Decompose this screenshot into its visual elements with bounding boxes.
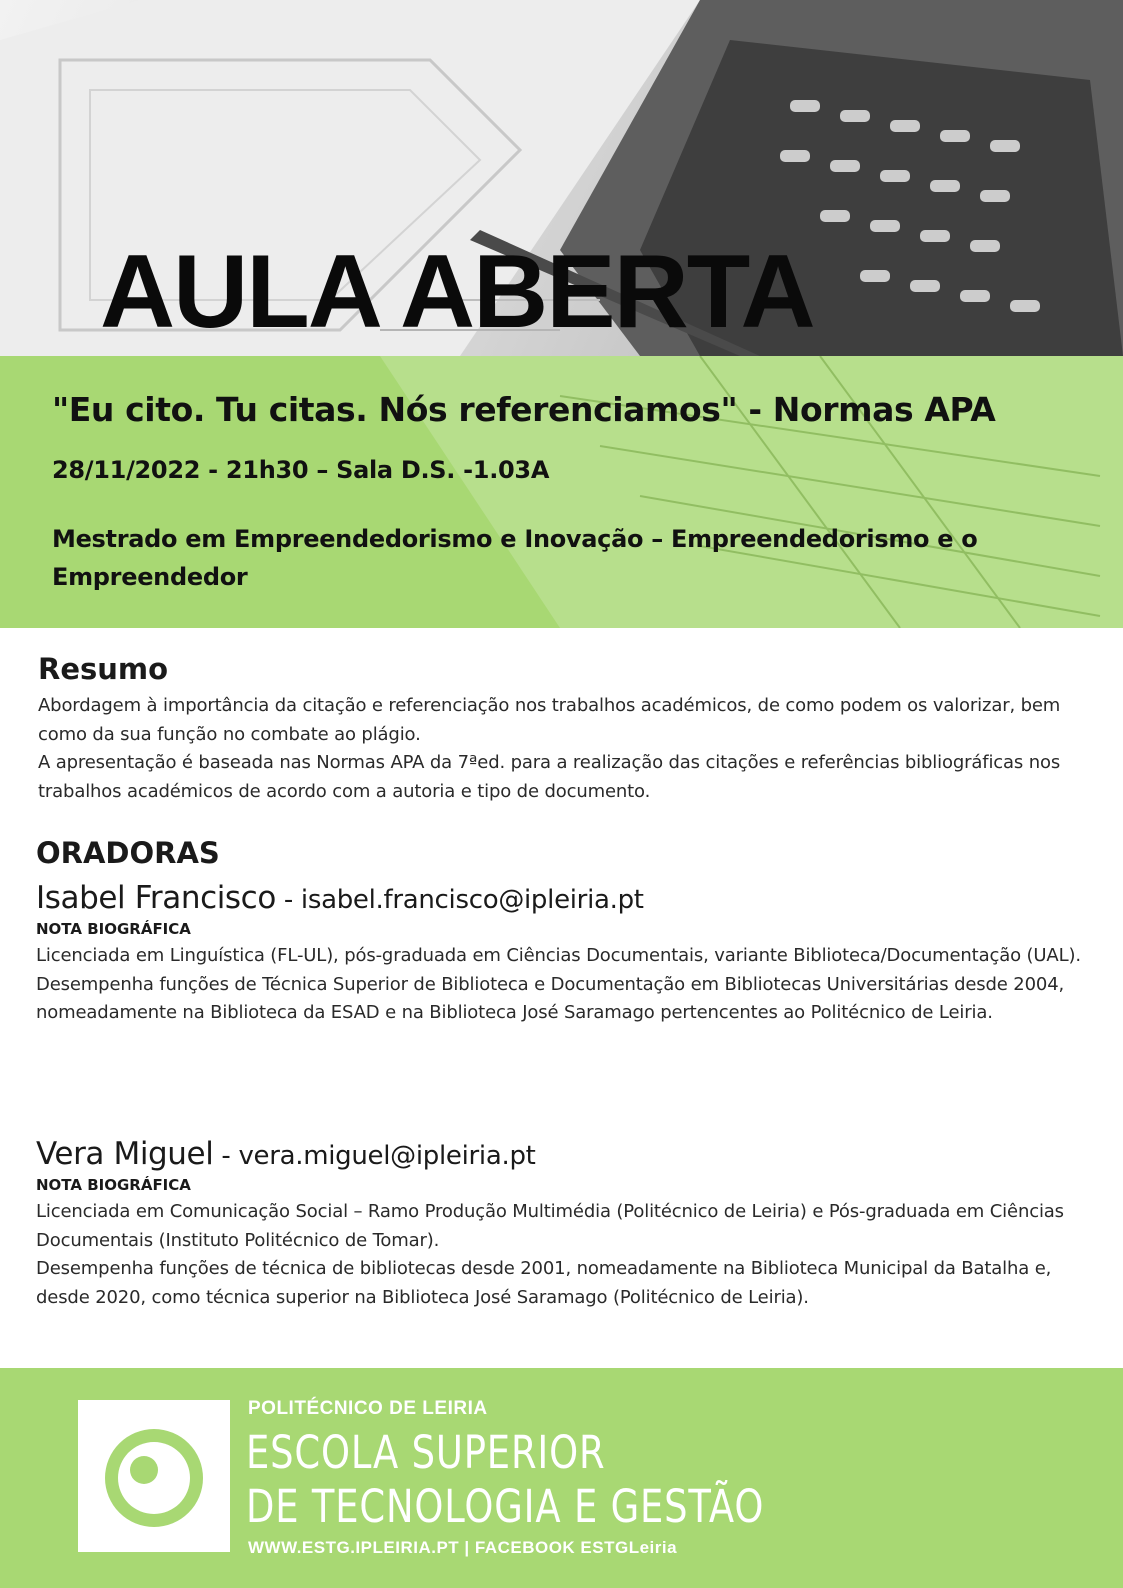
event-date-time-room: 28/11/2022 - 21h30 – Sala D.S. -1.03A (52, 456, 550, 484)
bio-label: NOTA BIOGRÁFICA (36, 1176, 191, 1194)
resumo-paragraph-2: A apresentação é baseada nas Normas APA da 7ªed. para a realização das citações e referências bibliográficas nos trabalhos académicos de acordo com a autoria e tipo de documento. (38, 752, 1061, 802)
resumo-text (38, 692, 1088, 806)
speaker-bio (36, 942, 1096, 1028)
resumo-paragraph-1: Abordagem à importância da citação e referenciação nos trabalhos académicos, de como podem os valorizar, bem como da sua função no combate ao plágio. (38, 695, 1061, 745)
school-logo (78, 1400, 230, 1552)
hero-title: AULA ABERTA (100, 234, 814, 350)
hero-banner (0, 0, 1123, 356)
bio-paragraph-2: Desempenha funções de Técnica Superior de Biblioteca e Documentação em Bibliotecas Universitárias desde 2004, nomeadamente na Biblioteca da ESAD e na Biblioteca José Saramago pertencentes ao Politécnico de Leiria. (36, 973, 1065, 1023)
main-content (0, 628, 1123, 1368)
institution-name: POLITÉCNICO DE LEIRIA (248, 1398, 488, 1419)
bio-label: NOTA BIOGRÁFICA (36, 920, 191, 938)
school-name-line-2: DE TECNOLOGIA E GESTÃO (246, 1480, 765, 1533)
event-title: "Eu cito. Tu citas. Nós referenciamos" - Normas APA (52, 390, 996, 429)
event-info-band (0, 356, 1123, 628)
school-name-line-1: ESCOLA SUPERIOR (246, 1426, 606, 1479)
speaker-email: - isabel.francisco@ipleiria.pt (275, 885, 644, 915)
bio-paragraph-2: Desempenha funções de técnica de bibliotecas desde 2001, nomeadamente na Biblioteca Municipal da Batalha e, desde 2020, como técnica superior na Biblioteca José Saramago (Politécnico de Leiria). (36, 1258, 1052, 1308)
speaker-vera-miguel (36, 1136, 536, 1172)
speaker-bio (36, 1198, 1096, 1312)
event-course: Mestrado em Empreendedorismo e Inovação – Empreendedorismo e o Empreendedor (52, 525, 978, 591)
speaker-name: Vera Miguel (36, 1136, 214, 1172)
speaker-email: - vera.miguel@ipleiria.pt (213, 1141, 536, 1171)
speaker-isabel-francisco (36, 880, 644, 916)
eye-logo-icon (78, 1400, 230, 1552)
footer-links: WWW.ESTG.IPLEIRIA.PT | FACEBOOK ESTGLeiria (248, 1538, 678, 1557)
resumo-heading: Resumo (38, 652, 169, 686)
oradoras-heading: ORADORAS (36, 836, 220, 870)
bio-paragraph-1: Licenciada em Linguística (FL-UL), pós-graduada em Ciências Documentais, variante Biblioteca/Documentação (UAL). (36, 945, 1081, 966)
bio-paragraph-1: Licenciada em Comunicação Social – Ramo Produção Multimédia (Politécnico de Leiria) e Pós-graduada em Ciências Documentais (Instituto Politécnico de Tomar). (36, 1201, 1064, 1251)
speaker-name: Isabel Francisco (36, 880, 276, 916)
footer-band (0, 1368, 1123, 1588)
